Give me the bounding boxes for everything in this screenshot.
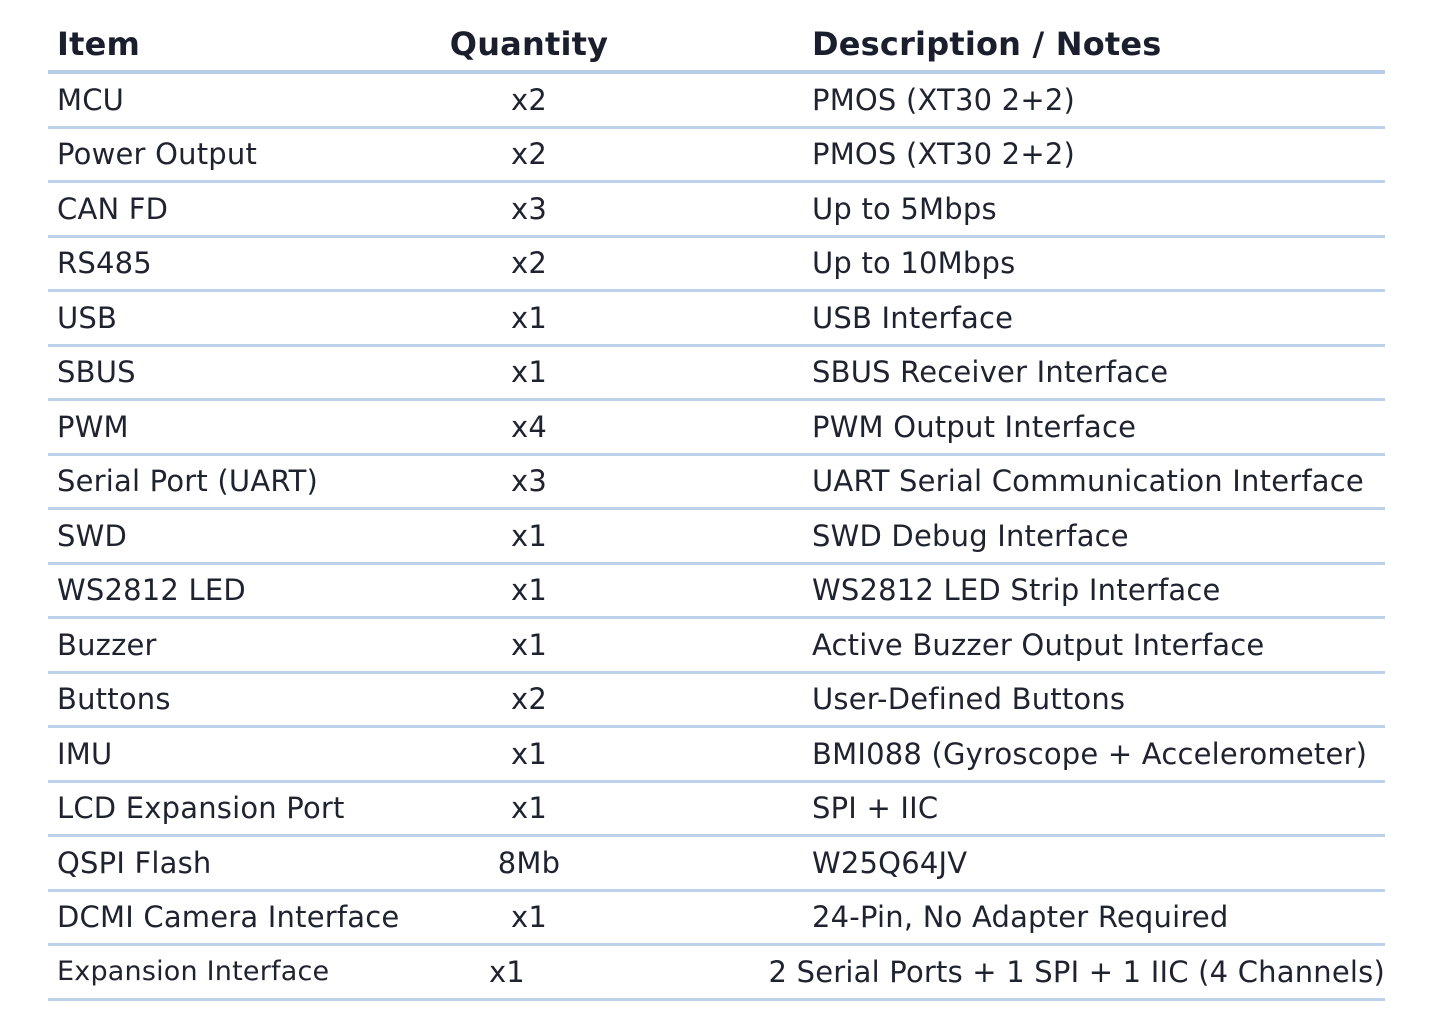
cell-description: Up to 5Mbps bbox=[812, 191, 997, 226]
cell-item: USB bbox=[57, 300, 118, 335]
table-row bbox=[48, 129, 1385, 184]
cell-item: RS485 bbox=[57, 246, 152, 281]
cell-quantity-value: x1 bbox=[510, 573, 547, 608]
cell-description: UART Serial Communication Interface bbox=[812, 464, 1364, 499]
cell-item: Serial Port (UART) bbox=[57, 464, 319, 499]
cell-quantity-value: 8Mb bbox=[497, 845, 561, 880]
cell-quantity bbox=[440, 83, 812, 117]
table-row bbox=[48, 728, 1385, 783]
table-body bbox=[48, 74, 1385, 1001]
cell-quantity bbox=[440, 573, 812, 607]
header-quantity-label: Quantity bbox=[449, 25, 609, 63]
cell-quantity bbox=[440, 192, 812, 226]
cell-quantity-value: x1 bbox=[510, 736, 547, 771]
cell-quantity bbox=[440, 137, 812, 171]
cell-description: USB Interface bbox=[812, 300, 1014, 335]
cell-item: Buttons bbox=[57, 682, 171, 717]
cell-description: SPI + IIC bbox=[812, 791, 939, 826]
cell-item: DCMI Camera Interface bbox=[57, 900, 400, 935]
cell-description: PMOS (XT30 2+2) bbox=[812, 137, 1075, 172]
cell-item: Power Output bbox=[57, 137, 258, 172]
cell-quantity bbox=[440, 846, 812, 880]
table-row bbox=[48, 401, 1385, 456]
header-quantity bbox=[440, 25, 812, 63]
header-item: Item bbox=[57, 25, 141, 63]
cell-quantity bbox=[440, 628, 812, 662]
cell-quantity bbox=[440, 464, 812, 498]
cell-quantity bbox=[440, 301, 812, 335]
cell-description: WS2812 LED Strip Interface bbox=[812, 573, 1221, 608]
cell-quantity-value: x1 bbox=[510, 300, 547, 335]
table-row bbox=[48, 456, 1385, 511]
table-row bbox=[48, 510, 1385, 565]
cell-quantity-value: x1 bbox=[510, 518, 547, 553]
cell-item: IMU bbox=[57, 736, 113, 771]
cell-description: SBUS Receiver Interface bbox=[812, 355, 1169, 390]
cell-item: Buzzer bbox=[57, 627, 157, 662]
table-row bbox=[48, 619, 1385, 674]
table-row bbox=[48, 783, 1385, 838]
cell-quantity bbox=[440, 682, 812, 716]
table-row bbox=[48, 674, 1385, 729]
cell-quantity bbox=[440, 519, 812, 553]
cell-description: User-Defined Buttons bbox=[812, 682, 1126, 717]
cell-description: BMI088 (Gyroscope + Accelerometer) bbox=[812, 736, 1368, 771]
cell-item: QSPI Flash bbox=[57, 845, 212, 880]
cell-description: Up to 10Mbps bbox=[812, 246, 1016, 281]
cell-quantity-value: x2 bbox=[510, 82, 547, 117]
header-description: Description / Notes bbox=[812, 25, 1162, 63]
cell-item: PWM bbox=[57, 409, 129, 444]
cell-description: PMOS (XT30 2+2) bbox=[812, 82, 1075, 117]
cell-item: CAN FD bbox=[57, 191, 169, 226]
cell-quantity-value: x1 bbox=[488, 954, 525, 989]
cell-item: Expansion Interface bbox=[57, 956, 330, 988]
cell-quantity bbox=[440, 246, 812, 280]
table-row bbox=[48, 837, 1385, 892]
table-row bbox=[48, 946, 1385, 1001]
cell-quantity bbox=[418, 955, 769, 989]
cell-quantity bbox=[440, 900, 812, 934]
spec-table bbox=[48, 18, 1385, 1001]
cell-quantity bbox=[440, 410, 812, 444]
cell-quantity-value: x2 bbox=[510, 137, 547, 172]
cell-quantity bbox=[440, 737, 812, 771]
cell-quantity bbox=[440, 791, 812, 825]
cell-quantity-value: x1 bbox=[510, 355, 547, 390]
cell-quantity bbox=[440, 355, 812, 389]
cell-quantity-value: x1 bbox=[510, 791, 547, 826]
cell-quantity-value: x1 bbox=[510, 627, 547, 662]
cell-quantity-value: x1 bbox=[510, 900, 547, 935]
cell-item: WS2812 LED bbox=[57, 573, 246, 608]
table-row bbox=[48, 565, 1385, 620]
cell-description: 24-Pin, No Adapter Required bbox=[812, 900, 1229, 935]
cell-item: MCU bbox=[57, 82, 125, 117]
table-row bbox=[48, 238, 1385, 293]
table-header-row bbox=[48, 18, 1385, 74]
cell-item: SBUS bbox=[57, 355, 136, 390]
table-row bbox=[48, 347, 1385, 402]
cell-item: SWD bbox=[57, 518, 128, 553]
cell-quantity-value: x3 bbox=[510, 191, 547, 226]
table-row bbox=[48, 892, 1385, 947]
table-row bbox=[48, 183, 1385, 238]
cell-quantity-value: x2 bbox=[510, 246, 547, 281]
cell-description: SWD Debug Interface bbox=[812, 518, 1129, 553]
table-row bbox=[48, 292, 1385, 347]
cell-description: PWM Output Interface bbox=[812, 409, 1137, 444]
cell-description: 2 Serial Ports + 1 SPI + 1 IIC (4 Channels) bbox=[768, 954, 1385, 989]
cell-quantity-value: x2 bbox=[510, 682, 547, 717]
cell-quantity-value: x4 bbox=[510, 409, 547, 444]
cell-description: Active Buzzer Output Interface bbox=[812, 627, 1265, 662]
cell-item: LCD Expansion Port bbox=[57, 791, 345, 826]
cell-quantity-value: x3 bbox=[510, 464, 547, 499]
table-row bbox=[48, 74, 1385, 129]
cell-description: W25Q64JV bbox=[812, 845, 968, 880]
